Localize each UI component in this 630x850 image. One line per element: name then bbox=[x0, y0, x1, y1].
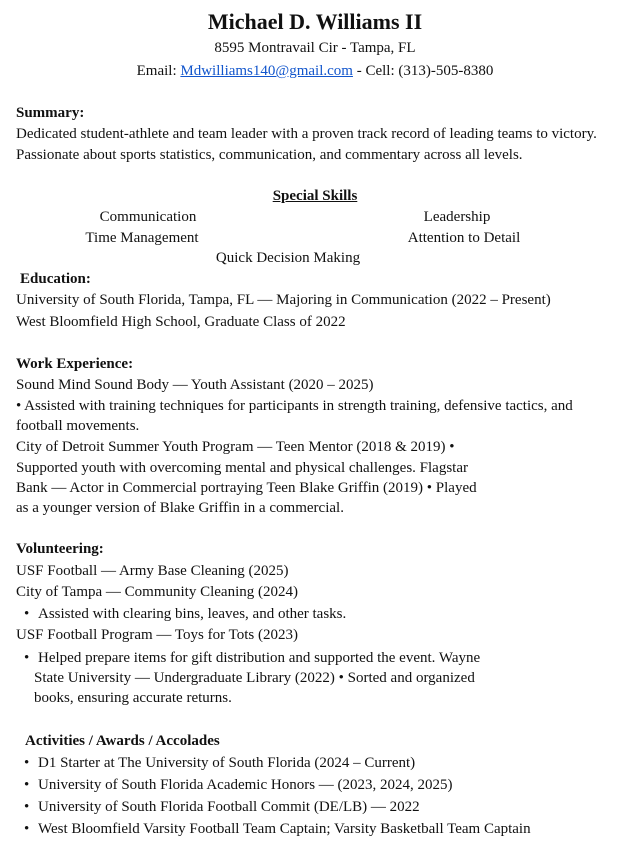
skill-item: Quick Decision Making bbox=[215, 250, 361, 266]
skill-item: Attention to Detail bbox=[407, 230, 521, 246]
activity-text: University of South Florida Academic Honors — (2023, 2024, 2025) bbox=[38, 777, 453, 793]
summary-heading: Summary: bbox=[16, 105, 85, 121]
work-heading: Work Experience: bbox=[16, 356, 134, 372]
volunteering-bullet-text: Assisted with clearing bins, leaves, and other tasks. bbox=[38, 606, 347, 622]
volunteering-line: State University — Undergraduate Library (2022) • Sorted and organized bbox=[34, 670, 475, 686]
work-line: football movements. bbox=[16, 418, 140, 434]
volunteering-bullet-line bbox=[24, 604, 346, 624]
volunteering-line: USF Football Program — Toys for Tots (2023) bbox=[16, 627, 298, 643]
skills-heading: Special Skills bbox=[272, 188, 358, 204]
summary-line: Passionate about sports statistics, communication, and commentary across all levels. bbox=[16, 147, 523, 163]
email-link[interactable]: Mdwilliams140@gmail.com bbox=[180, 63, 353, 79]
candidate-name: Michael D. Williams II bbox=[207, 9, 423, 34]
volunteering-line: USF Football — Army Base Cleaning (2025) bbox=[16, 563, 289, 579]
address: 8595 Montravail Cir - Tampa, FL bbox=[214, 40, 416, 56]
work-line: City of Detroit Summer Youth Program — Teen Mentor (2018 & 2019) • bbox=[16, 439, 455, 455]
activity-item bbox=[24, 753, 415, 773]
work-line: Bank — Actor in Commercial portraying Teen Blake Griffin (2019) • Played bbox=[16, 480, 477, 496]
skill-item: Communication bbox=[99, 209, 197, 225]
cell-phone: - Cell: (313)-505-8380 bbox=[352, 63, 494, 79]
activity-item bbox=[24, 819, 531, 839]
volunteering-line: City of Tampa — Community Cleaning (2024) bbox=[16, 584, 298, 600]
summary-line: Dedicated student-athlete and team leader with a proven track record of leading teams to victory. bbox=[16, 126, 597, 142]
activity-item bbox=[24, 797, 420, 817]
bullet-icon: • bbox=[24, 777, 30, 793]
work-line: • Assisted with training techniques for participants in strength training, defensive tactics, and bbox=[16, 398, 573, 414]
bullet-icon: • bbox=[24, 799, 30, 815]
volunteering-bullet-text: Helped prepare items for gift distribution and supported the event. Wayne bbox=[38, 650, 481, 666]
activity-text: University of South Florida Football Commit (DE/LB) — 2022 bbox=[38, 799, 420, 815]
work-line: as a younger version of Blake Griffin in a commercial. bbox=[16, 500, 344, 516]
activity-item bbox=[24, 775, 453, 795]
education-heading: Education: bbox=[20, 271, 91, 287]
skill-item: Leadership bbox=[423, 209, 491, 225]
email-label: Email: bbox=[136, 63, 181, 79]
volunteering-line: books, ensuring accurate returns. bbox=[34, 690, 232, 706]
bullet-icon: • bbox=[24, 650, 30, 666]
bullet-icon: • bbox=[24, 606, 30, 622]
contact-line bbox=[0, 61, 630, 81]
bullet-icon: • bbox=[24, 821, 30, 837]
activity-text: D1 Starter at The University of South Florida (2024 – Current) bbox=[38, 755, 416, 771]
bullet-icon: • bbox=[24, 755, 30, 771]
activities-heading: Activities / Awards / Accolades bbox=[25, 733, 220, 749]
skill-item: Time Management bbox=[85, 230, 199, 246]
volunteering-heading: Volunteering: bbox=[16, 541, 104, 557]
education-line: University of South Florida, Tampa, FL — Majoring in Communication (2022 – Present) bbox=[16, 292, 551, 308]
work-line: Sound Mind Sound Body — Youth Assistant (2020 – 2025) bbox=[16, 377, 374, 393]
education-line: West Bloomfield High School, Graduate Class of 2022 bbox=[16, 314, 346, 330]
work-line: Supported youth with overcoming mental and physical challenges. Flagstar bbox=[16, 460, 468, 476]
volunteering-bullet-line bbox=[24, 648, 480, 668]
activity-text: West Bloomfield Varsity Football Team Captain; Varsity Basketball Team Captain bbox=[38, 821, 531, 837]
